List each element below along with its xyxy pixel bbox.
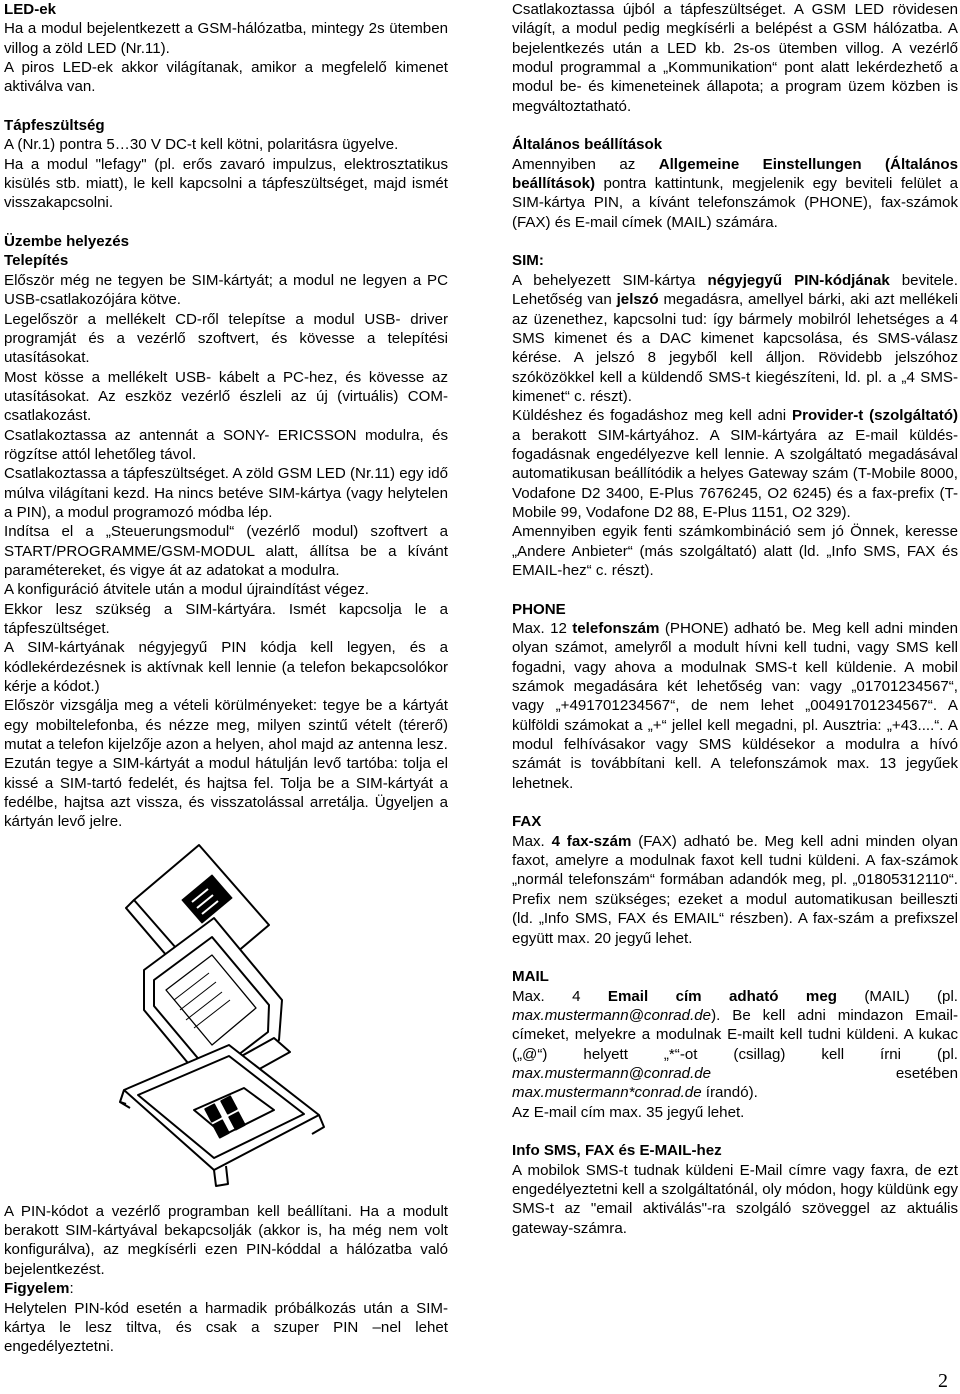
power-paragraph-2: Ha a modul "lefagy" (pl. erős zavaró impulzus, elektrosztatikus kisülés stb. miatt), le kell kapcsolni a tápfeszültséget, majd ismét visszakapcsolni. xyxy=(4,155,448,212)
pin-attention-label: Figyelem xyxy=(4,1280,70,1298)
power-heading: Tápfeszültség xyxy=(4,117,105,135)
led-heading: LED-ek xyxy=(4,1,57,18)
install-paragraph-9: A SIM-kártyának négyjegyű PIN kódja kell legyen, és a kódlekérdezésnek is aktívnak kell lennie (a telefon bekapcsolókor kérje a kódot.) xyxy=(4,639,448,696)
power-paragraph-1: A (Nr.1) pontra 5…30 V DC-t kell kötni, polaritásra ügyelve. xyxy=(4,136,399,154)
phone-heading: PHONE xyxy=(512,600,566,618)
info-paragraph: A mobilok SMS-t tudnak küldeni E-Mail címre vagy faxra, de ezt engedélyeztetni kell a szolgáltatónál, oly módon, hogy küldünk egy SMS-t az "email aktiválás"-ra szolgáló szöveggel az aktuális gateway-számra. xyxy=(512,1161,958,1237)
setup-heading: Üzembe helyezés xyxy=(4,233,130,251)
led-paragraph-2: A piros LED-ek akkor világítanak, amikor a megfelelő kimenet aktiválva van. xyxy=(4,59,448,96)
phone-paragraph: Max. 12 telefonszám (PHONE) adható be. Meg kell adni minden olyan számot, amelyről a modult hívni kell tudni, vagy SMS kell fogadni, vagy ahova a modulnak SMS-t kell küldenie. A mobil számok megadására két lehetőség van: vagy „01701234567“, vagy „+491701234567“, de nem lehet „00491701234567“. A külföldi számokat a „+“ jellel kell megadni, pl. Ausztria: „+43....“. A modul felhívásakor vagy SMS küldésekor a modulra a hívó számát is továbbítani kell. A telefonszámok max. 13 jegyűek lehetnek. xyxy=(512,620,958,792)
sim-holder-drawing xyxy=(104,840,334,1195)
install-paragraph-10: Először vizsgálja meg a vételi körülményeket: tegye be a kártyát egy mobiltelefonba, és nézze meg, milyen szintű vételt (térerő) mutat a telefon kijelzője azon a helyen, ahol majd az antenna lesz. xyxy=(4,697,448,754)
pin-attention-line: Figyelem: xyxy=(4,1280,74,1298)
fax-paragraph: Max. 4 fax-szám (FAX) adható be. Meg kell adni minden olyan faxot, amelyre a modulnak faxot kell tudni küldeni. A fax-számok „normál telefonszám“ formában adandók meg, pl. „01805312110“. Prefix nem szükséges; ezeket a modul automatikusan beilleszti (ld. „Info SMS, FAX és EMAIL“ részben). A fax-szám a prefixszel együtt max. 20 jegyű lehet. xyxy=(512,832,959,947)
mail-paragraph: Max. 4 Email cím adható meg (MAIL) (pl. max.mustermann@conrad.de). Be kell adni mindazon Email-címeket, melyekre a modulnak E-mailt kell tudni küldeni. A kukac („@“) helyett „*“-ot (csillag) kell írni (pl. max.mustermann@conrad.de esetében max.mustermann*conrad.de írandó). xyxy=(512,987,958,1102)
sim-holder-illustration xyxy=(4,832,448,1202)
install-paragraph-6: Indítsa el a „Steuerungsmodul“ (vezérlő modul) szoftvert a START/PROGRAMME/GSM-MODUL alatt, állítsa be a kívánt paramétereket, és vigye át az adatokat a modulra. xyxy=(4,523,448,579)
sim-paragraph-3: Amennyiben egyik fenti számkombináció sem jó Önnek, keresse „Andere Anbieter“ (más szolgáltató) alatt (ld. „Info SMS, FAX és EMAIL-hez“ c. részt). xyxy=(512,523,958,579)
sim-heading: SIM: xyxy=(512,252,544,270)
install-paragraph-3: Most kösse a mellékelt USB- kábelt a PC-hez, és kövesse az utasításokat. Az eszköz vezérlő észleli az új (virtuális) COM-csatlakozást. xyxy=(4,368,448,425)
install-paragraph-5: Csatlakoztassa a tápfeszültséget. A zöld GSM LED (Nr.11) egy idő múlva világítani kezd. Ha nincs betéve SIM-kártya (vagy helytelen a PIN), a modul programozó módba lép. xyxy=(4,465,448,521)
install-paragraph-7: A konfiguráció átvitele után a modul újraindítást végez. xyxy=(4,581,369,599)
right-column xyxy=(512,0,958,1238)
install-heading: Telepítés xyxy=(4,252,69,270)
install-paragraph-11: Ezután tegye a SIM-kártyát a modul hátulján levő tartóba: tolja el kissé a SIM-tartó fedelét, és hajtsa fel. Tolja be a SIM-kártyát a fedélbe, hajtsa azt vissza, és visszatolással arretálja. Ügyeljen a kártyán levő jelre. xyxy=(4,755,448,831)
reconnect-paragraph: Csatlakoztassa újból a tápfeszültséget. A GSM LED rövidesen világít, a modul pedig megkísérli a belépést a GSM hálózatba. A bejelentkezés után a LED kb. 2s-os ütemben villog. A vezérlő modul programmal a „Kommunikation“ pont alatt lekérdezhető a modul be- és kimeneteinek állapota; a program üzem közben is megváltoztatható. xyxy=(512,1,958,115)
info-heading: Info SMS, FAX és E-MAIL-hez xyxy=(512,1142,722,1160)
led-paragraph-1: Ha a modul bejelentkezett a GSM-hálózatba, mintegy 2s ütemben villog a zöld LED (Nr.11). xyxy=(4,20,448,57)
mail-heading: MAIL xyxy=(512,968,549,986)
pin-paragraph-1: A PIN-kódot a vezérlő programban kell beállítani. Ha a modult berakott SIM-kártyával bekapcsolják (akkor is, ha még nem volt konfigurálva), az megkísérli ezen PIN-kóddal a hálózatba való bejelentkezést. xyxy=(4,1202,448,1278)
sim-paragraph-2: Küldéshez és fogadáshoz meg kell adni Provider-t (szolgáltató) a berakott SIM-kártyához. A SIM-kártyára az E-mail küldés-fogadásnak engedélyezve kell lennie. A szolgáltató megadásával automatikusan beállítódik a helyes Gateway szám (T-Mobile 8000, Vodafone D2 3400, E-Plus 7676245, O2 6245) és a fax-prefix (T-Mobile 99, Vodafone D2 88, E-Plus 1151, O2 329). xyxy=(512,407,958,521)
pin-paragraph-2: Helytelen PIN-kód esetén a harmadik próbálkozás után a SIM-kártya le lesz tiltva, és csak a szuper PIN –nel lehet engedélyeztetni. xyxy=(4,1299,448,1356)
general-settings-heading: Általános beállítások xyxy=(512,136,663,154)
page-number: 2 xyxy=(938,1370,948,1392)
sim-paragraph-1: A behelyezett SIM-kártya négyjegyű PIN-kódjának bevitele. Lehetőség van jelszó megadásra, amellyel bárki, aki azt mellékeli az üzenethez, kapcsolni tud: így bármely mobilról lehetséges a 4 SMS kimenet és a DAC kimenet kapcsolása, és SMS-válasz kérése. A jelszó 8 jegyből kell álljon. Rövidebb jelszóhoz szóközökkel kell a küldendő SMS-t kiegészíteni, ld. pl. a „4 SMS-kimenet“ c. részt). xyxy=(512,271,959,405)
general-settings-paragraph: Amennyiben az Allgemeine Einstellungen (Általános beállítások) pontra kattintunk, megjelenik egy beviteli felület a SIM-kártya PIN, a kívánt telefonszámok (PHONE), fax-számok (FAX) és E-mail címek (MAIL) számára. xyxy=(512,155,958,231)
fax-heading: FAX xyxy=(512,813,542,831)
left-column xyxy=(4,0,448,1357)
install-paragraph-8: Ekkor lesz szükség a SIM-kártyára. Ismét kapcsolja le a tápfeszültséget. xyxy=(4,600,448,637)
mail-length-note: Az E-mail cím max. 35 jegyű lehet. xyxy=(512,1103,745,1121)
install-paragraph-4: Csatlakoztassa az antennát a SONY- ERICSSON modulra, és rögzítse attól lehetőleg távol. xyxy=(4,426,448,463)
install-paragraph-1: Először még ne tegyen be SIM-kártyát; a modul ne legyen a PC USB-csatlakozójára kötve. xyxy=(4,271,448,309)
install-paragraph-2: Legelőször a mellékelt CD-ről telepítse a modul USB- driver programját és a vezérlő szoftvert, és kövesse a telepítési utasításokat. xyxy=(4,310,448,367)
